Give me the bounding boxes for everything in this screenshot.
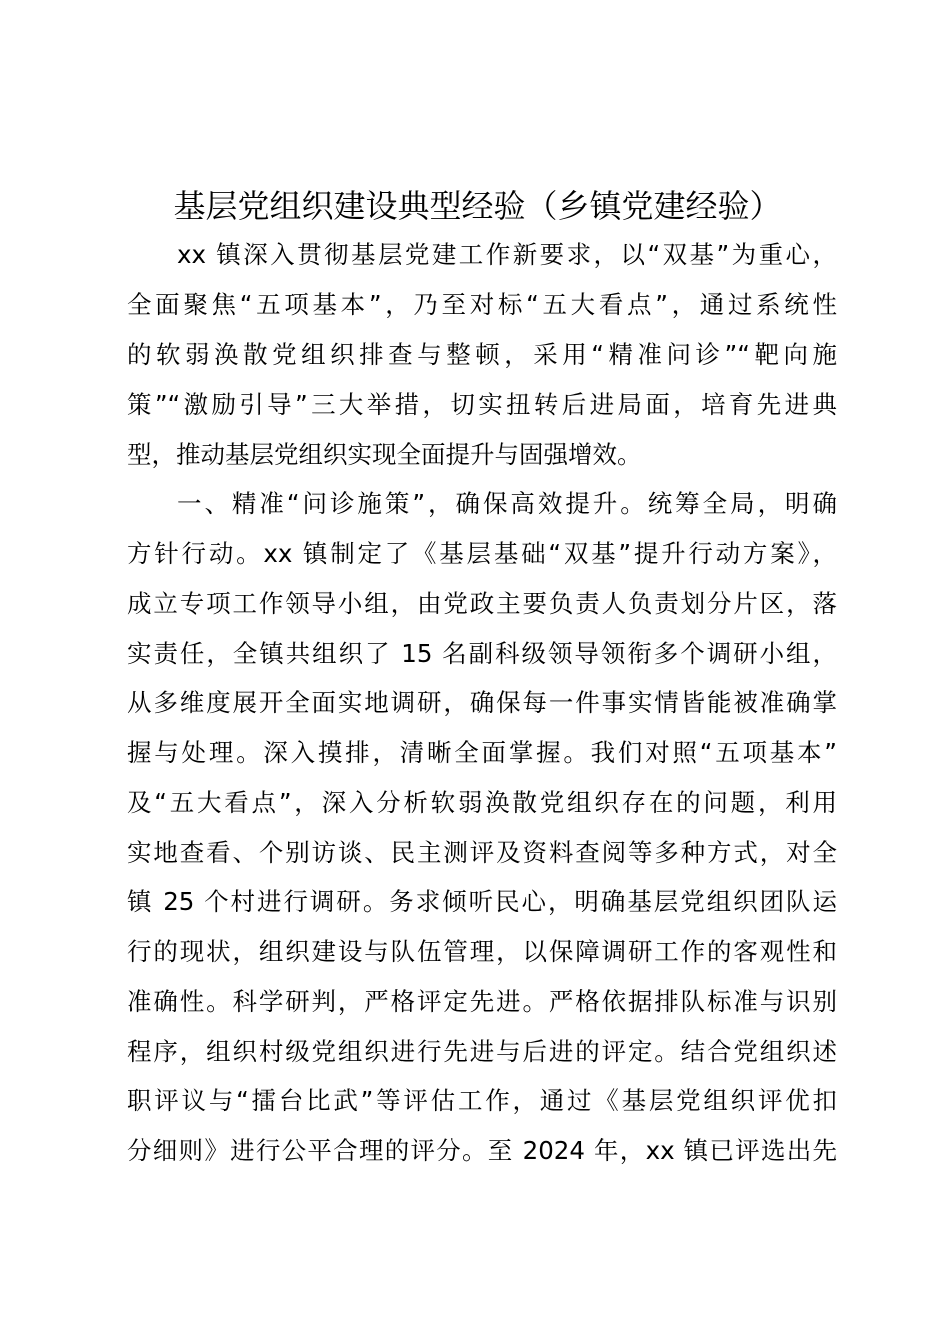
paragraph-line: xx 镇深入贯彻基层党建工作新要求，以“双基”为重心， <box>177 240 837 269</box>
document-title: 基层党组织建设典型经验（乡镇党建经验） <box>173 187 782 225</box>
paragraph-line: 策”“激励引导”三大举措，切实扭转后进局面，培育先进典 <box>127 390 837 419</box>
paragraph-line: 握与处理。深入摸排，清晰全面掌握。我们对照“五项基本” <box>127 738 837 767</box>
paragraph-line: 的软弱涣散党组织排查与整顿，采用“精准问诊”“靶向施 <box>127 340 837 369</box>
paragraph-line: 方针行动。xx 镇制定了《基层基础“双基”提升行动方案》， <box>127 539 837 568</box>
paragraph-line: 职评议与“擂台比武”等评估工作，通过《基层党组织评优扣 <box>127 1086 837 1115</box>
paragraph-line: 行的现状，组织建设与队伍管理，以保障调研工作的客观性和 <box>127 937 837 966</box>
paragraph-line: 镇 25 个村进行调研。务求倾听民心，明确基层党组织团队运 <box>127 887 837 916</box>
paragraph-line: 从多维度展开全面实地调研，确保每一件事实情皆能被准确掌 <box>127 688 837 717</box>
paragraph-line: 及“五大看点”，深入分析软弱涣散党组织存在的问题，利用 <box>127 788 837 817</box>
paragraph-line: 分细则》进行公平合理的评分。至 2024 年，xx 镇已评选出先 <box>127 1136 837 1165</box>
paragraph-line: 全面聚焦“五项基本”，乃至对标“五大看点”，通过系统性 <box>127 290 837 319</box>
paragraph-line: 实地查看、个别访谈、民主测评及资料查阅等多种方式，对全 <box>127 838 837 867</box>
paragraph-line: 成立专项工作领导小组，由党政主要负责人负责划分片区，落 <box>127 589 837 618</box>
paragraph-line: 型，推动基层党组织实现全面提升与固强增效。 <box>127 440 642 469</box>
paragraph-line: 一、精准“问诊施策”，确保高效提升。统筹全局，明确 <box>177 489 837 518</box>
paragraph-line: 实责任，全镇共组织了 15 名副科级领导领衔多个调研小组， <box>127 639 837 668</box>
paragraph-line: 准确性。科学研判，严格评定先进。严格依据排队标准与识别 <box>127 987 837 1016</box>
paragraph-line: 程序，组织村级党组织进行先进与后进的评定。结合党组织述 <box>127 1037 837 1066</box>
